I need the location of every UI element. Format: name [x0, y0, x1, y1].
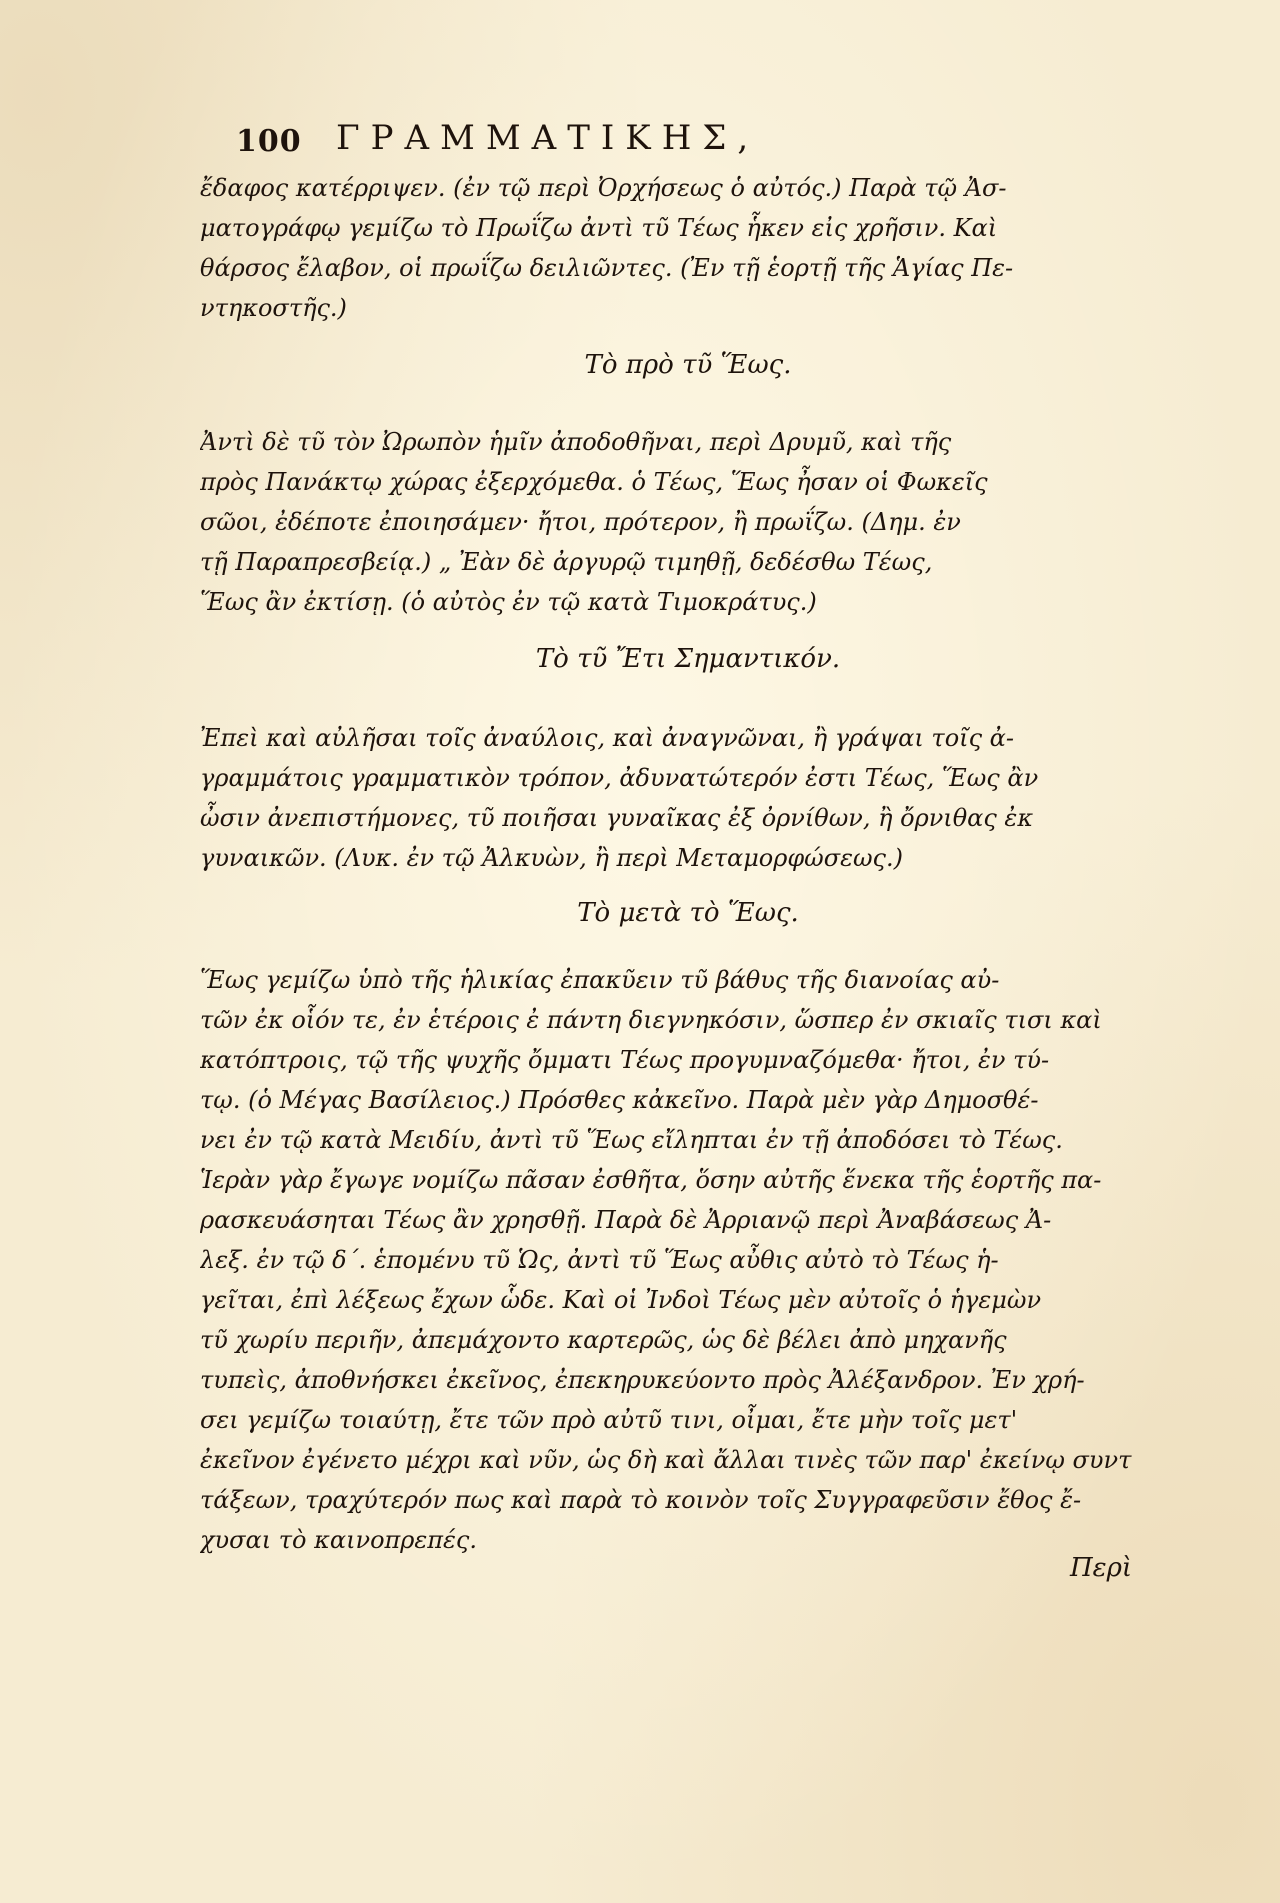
text-line: κατόπτροις, τῷ τῆς ψυχῆς ὄμματι Τέως προγυμναζόμεθα· ἤτοι, ἐν τύ- [200, 1046, 1050, 1074]
opening-paragraph [200, 168, 1176, 328]
text-line: λεξ. ἐν τῷ δ΄. ἑπομένυ τῦ Ὡς, ἀντὶ τῦ Ἕως αὖθις αὐτὸ τὸ Τέως ἡ- [200, 1246, 999, 1274]
section-heading-eti-semantikon: Τὸ τῦ Ἔτι Σημαντικόν. [535, 644, 841, 674]
text-line: Ἐπεὶ καὶ αὐλῆσαι τοῖς ἀναύλοις, καὶ ἀναγνῶναι, ἢ γράψαι τοῖς ἀ- [200, 724, 1014, 752]
text-line: τῦ χωρίυ περιῆν, ἀπεμάχοντο καρτερῶς, ὡς δὲ βέλει ἀπὸ μηχανῆς [200, 1326, 1007, 1354]
text-line: νει ἐν τῷ κατὰ Μειδίυ, ἀντὶ τῦ Ἕως εἴληπται ἐν τῇ ἀποδόσει τὸ Τέως. [200, 1126, 1063, 1154]
text-line: χυσαι τὸ καινοπρεπές. [200, 1526, 477, 1554]
text-line: γυναικῶν. (Λυκ. ἐν τῷ Ἀλκυὼν, ἢ περὶ Μεταμορφώσεως.) [200, 844, 903, 872]
text-line: τῶν ἐκ οἷόν τε, ἐν ἑτέροις ἐ πάντη διεγνηκόσιν, ὥσπερ ἐν σκιαῖς τισι καὶ [200, 1006, 1102, 1034]
running-title: ΓΡΑΜΜΑΤΙΚΗΣ, [336, 118, 760, 158]
text-line: πρὸς Πανάκτῳ χώρας ἐξερχόμεθα. ὁ Τέως, Ἕως ἦσαν οἱ Φωκεῖς [200, 468, 988, 496]
text-line: τῳ. (ὁ Μέγας Βασίλειος.) Πρόσθες κἀκεῖνο. Παρὰ μὲν γὰρ Δημοσθέ- [200, 1086, 1039, 1114]
text-line: Ἀντὶ δὲ τῦ τὸν Ὠρωπὸν ἡμῖν ἀποδοθῆναι, περὶ Δρυμῦ, καὶ τῆς [200, 428, 952, 456]
text-line: τῇ Παραπρεσβείᾳ.) „ Ἐὰν δὲ ἀργυρῷ τιμηθῇ, δεδέσθω Τέως, [200, 548, 933, 576]
text-line: ματογράφῳ γεμίζω τὸ Πρωΐζω ἀντὶ τῦ Τέως ἧκεν εἰς χρῆσιν. Καὶ [200, 214, 998, 242]
catchword: Περὶ [1070, 1553, 1133, 1583]
text-line: Ἕως γεμίζω ὑπὸ τῆς ἡλικίας ἐπακῦειν τῦ βάθυς τῆς διανοίας αὐ- [200, 966, 1000, 994]
section-heading-pro-heos: Τὸ πρὸ τῦ Ἕως. [584, 350, 792, 380]
text-line: ἐκεῖνον ἐγένετο μέχρι καὶ νῦν, ὡς δὴ καὶ ἄλλαι τινὲς τῶν παρ' ἐκείνῳ συντ [200, 1446, 1132, 1474]
text-line: τάξεων, τραχύτερόν πως καὶ παρὰ τὸ κοινὸν τοῖς Συγγραφεῦσιν ἔθος ἔ- [200, 1486, 1082, 1514]
text-line: σει γεμίζω τοιαύτῃ, ἔτε τῶν πρὸ αὐτῦ τινι, οἶμαι, ἔτε μὴν τοῖς μετ' [200, 1406, 1018, 1434]
text-line: γεῖται, ἐπὶ λέξεως ἔχων ὧδε. Καὶ οἱ Ἰνδοὶ Τέως μὲν αὐτοῖς ὁ ἡγεμὼν [200, 1286, 1042, 1314]
text-line: Ἕως ἂν ἐκτίσῃ. (ὁ αὐτὸς ἐν τῷ κατὰ Τιμοκράτυς.) [200, 588, 817, 616]
running-head [236, 118, 956, 158]
text-line: ἔδαφος κατέρρι​ψεν. (ἐν τῷ περὶ Ὀρχήσεως ὁ αὐτός.) Παρὰ τῷ Ἀσ- [200, 174, 1007, 202]
text-line: ὦσιν ἀνεπιστήμονες, τῦ ποιῆσαι γυναῖκας ἐξ ὀρνίθων, ἢ ὄρνιθας ἐκ [200, 804, 1034, 832]
section-3-paragraph [200, 960, 1176, 1560]
section-heading-meta-heos: Τὸ μετὰ τὸ Ἕως. [577, 898, 799, 928]
text-line: θάρσος ἔλαβον, οἱ πρωΐζω δειλιῶντες. (Ἐν τῇ ἑορτῇ τῆς Ἁγίας Πε- [200, 254, 1014, 282]
text-line: σῶοι, ἐδέποτε ἐποιησάμεν· ἤτοι, πρότερον, ἢ πρωΐζω. (Δημ. ἐν [200, 508, 961, 536]
page-number: 100 [236, 124, 302, 159]
text-line: ρασκευάσηται Τέως ἂν χρησθῇ. Παρὰ δὲ Ἀρριανῷ περὶ Ἀναβάσεως Ἀ- [200, 1206, 1052, 1234]
section-2-paragraph [200, 718, 1176, 878]
text-line: ντηκοστῆς.) [200, 294, 347, 322]
text-line: γραμμάτοις γραμματικὸν τρόπον, ἀδυνατώτερόν ἐστι Τέως, Ἕως ἂν [200, 764, 1039, 792]
text-line: τυπεὶς, ἀποθνήσκει ἐκεῖνος, ἐπεκηρυκεύοντο πρὸς Ἀλέξανδρον. Ἐν χρή- [200, 1366, 1085, 1394]
text-line: Ἱερὰν γὰρ ἔγωγε νομίζω πᾶσαν ἐσθῆτα, ὅσην αὐτῆς ἕνεκα τῆς ἑορτῆς πα- [200, 1166, 1102, 1194]
section-1-paragraph [200, 422, 1176, 622]
